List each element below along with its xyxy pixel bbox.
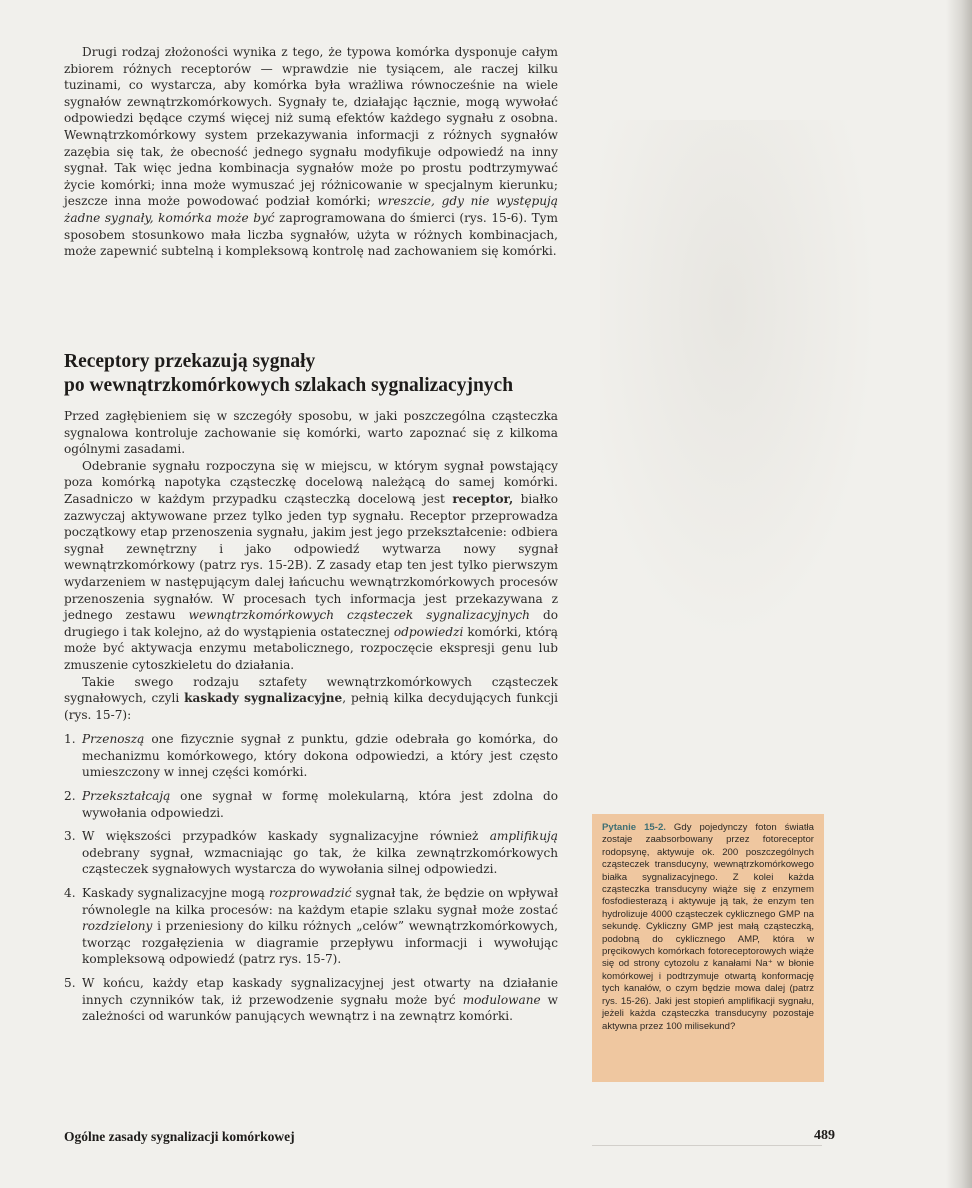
list-item: 3. W większości przypadków kaskady sygnalizacyjne również amplifikują odebrany sygnał, wzmacniając go tak, że kilka zewnątrzkomórkowych cząsteczek sygnałowych wystarcza do wywołania silnej odpowiedzi. [64, 829, 558, 877]
term-signaling-cascades: kaskady sygnalizacyjne [184, 691, 343, 706]
body-paragraph-3: Takie swego rodzaju sztafety wewnątrzkomórkowych cząsteczek sygnałowych, czyli kaskady sygnalizacyjne, pełnią kilka decydujących funkcji (rys. 15-7): [64, 674, 558, 722]
bleed-through-shadow [600, 120, 920, 740]
page-spine-shadow [946, 0, 972, 1188]
intro-paragraph: Drugi rodzaj złożoności wynika z tego, że typowa komórka dysponuje całym zbiorem różnych receptorów — wprawdzie nie tysiącem, ale raczej kilku tuzinami, co wystarcza, aby komórka była wrażliwa równocześnie na wiele sygnałów zewnątrzkomórkowych. Sygnały te, działając łącznie, mogą wywołać odpowiedzi będące czymś więcej niż sumą efektów każdego sygnału z osobna. Wewnątrzkomórkowy system przekazywania informacji z różnych sygnałów zazębia się tak, że obecność jednego sygnału modyfikuje odpowiedź na inny sygnał. Tak więc jedna kombinacja sygnałów może po prostu podtrzymywać życie komórki; inna może wymuszać jej różnicowanie w specjalnym kierunku; jeszcze inna może powodować podział komórki; wreszcie, gdy nie występują żadne sygnały, komórka może być zaprogramowana do śmierci (rys. 15-6). Tym sposobem stosunkowo mała liczba sygnałów, użyta w różnych kombinacjach, może zapewnić subtelną i kompleksową kontrolę nad zachowaniem się komórki. [64, 45, 558, 259]
footer-chapter-title: Ogólne zasady sygnalizacji komórkowej [64, 1129, 295, 1144]
list-item: 1. Przenoszą one fizycznie sygnał z punktu, gdzie odebrała go komórka, do mechanizmu komórkowego, który dokona odpowiedzi, a który jest często umieszczony w innej części komórki. [64, 732, 558, 780]
list-item: 4. Kaskady sygnalizacyjne mogą rozprowadzić sygnał tak, że będzie on wpływał równolegle na kilka procesów: na każdym etapie szlaku sygnał może zostać rozdzielony i przeniesiony do kilku różnych „celów” wewnątrzkomórkowych, tworząc rozgałęzienia w diagramie przepływu informacji i wywołując kompleksową odpowiedź (patrz rys. 15-7). [64, 886, 558, 967]
functions-list [64, 731, 558, 1025]
footer-divider [592, 1145, 822, 1146]
section-heading [64, 350, 584, 398]
list-item: 2. Przekształcają one sygnał w formę molekularną, która jest zdolna do wywołania odpowiedzi. [64, 789, 558, 820]
term-receptor: receptor, [452, 491, 514, 506]
section-heading-line-1: Receptory przekazują sygnały [64, 351, 316, 372]
body-text-column [64, 408, 558, 1032]
question-text: Gdy pojedynczy foton światła zostaje zaabsorbowany przez fotoreceptor rodopsynę, aktywuje ok. 200 poszczególnych cząsteczek transducyny, wewnątrzkomórkowego białka sygnalizacyjnego. Z kolei każda cząsteczka transducyny wiąże się z enzymem fosfodiesterazą i aktywuje ją tak, że enzym ten hydrolizuje 4000 cząsteczek cyklicznego GMP na sekundę. Cykliczny GMP jest małą cząsteczką, podobną do cyklicznego AMP, która w pręcikowych komórkach fotoreceptorowych wiąże się od strony cytozolu z kanałami Na⁺ w błonie komórkowej i podtrzymuje otwartą konformację tych kanałów, o czym będzie mowa dalej (patrz rys. 15-26). Jaki jest stopień amplifikacji sygnału, jeżeli każda cząsteczka transducyny pozostaje aktywna przez 100 milisekund? [602, 822, 814, 1032]
question-label: Pytanie 15-2. [602, 822, 666, 833]
list-item: 5. W końcu, każdy etap kaskady sygnalizacyjnej jest otwarty na działanie innych czynników tak, iż przewodzenie sygnału może być modulowane w zależności od warunków panujących wewnątrz i na zewnątrz komórki. [64, 976, 559, 1024]
page-number: 489 [814, 1128, 835, 1143]
body-paragraph-1: Przed zagłębieniem się w szczegóły sposobu, w jaki poszczególna cząsteczka sygnalowa kontroluje zachowanie się komórki, warto zapoznać się z kilkoma ogólnymi zasadami. [64, 409, 558, 457]
intro-text-column [64, 44, 558, 260]
section-heading-line-2: po wewnątrzkomórkowych szlakach sygnalizacyjnych [64, 375, 514, 396]
body-paragraph-2: Odebranie sygnału rozpoczyna się w miejscu, w którym sygnał powstający poza komórką napotyka cząsteczkę docelową należącą do samej komórki. Zasadniczo w każdym przypadku cząsteczką docelową jest receptor, białko zazwyczaj aktywowane przez tylko jeden typ sygnału. Receptor przeprowadza początkowy etap przenoszenia sygnału, jakim jest jego przekształcenie: odbiera sygnał zewnętrzny i jako odpowiedź wytwarza nowy sygnał wewnątrzkomórkowy (patrz rys. 15-2B). Z zasady etap ten jest tylko pierwszym wydarzeniem w następującym dalej łańcuchu wewnątrzkomórkowych procesów przenoszenia sygnałów. W procesach tych informacja jest przekazywana z jednego zestawu wewnątrzkomórkowych cząsteczek sygnalizacyjnych do drugiego i tak kolejno, aż do wystąpienia ostatecznej odpowiedzi komórki, którą może być aktywacja enzymu metabolicznego, rozpoczęcie ekspresji genu lub zmuszenie cytoszkieletu do działania. [64, 458, 558, 672]
question-box [592, 814, 824, 1082]
